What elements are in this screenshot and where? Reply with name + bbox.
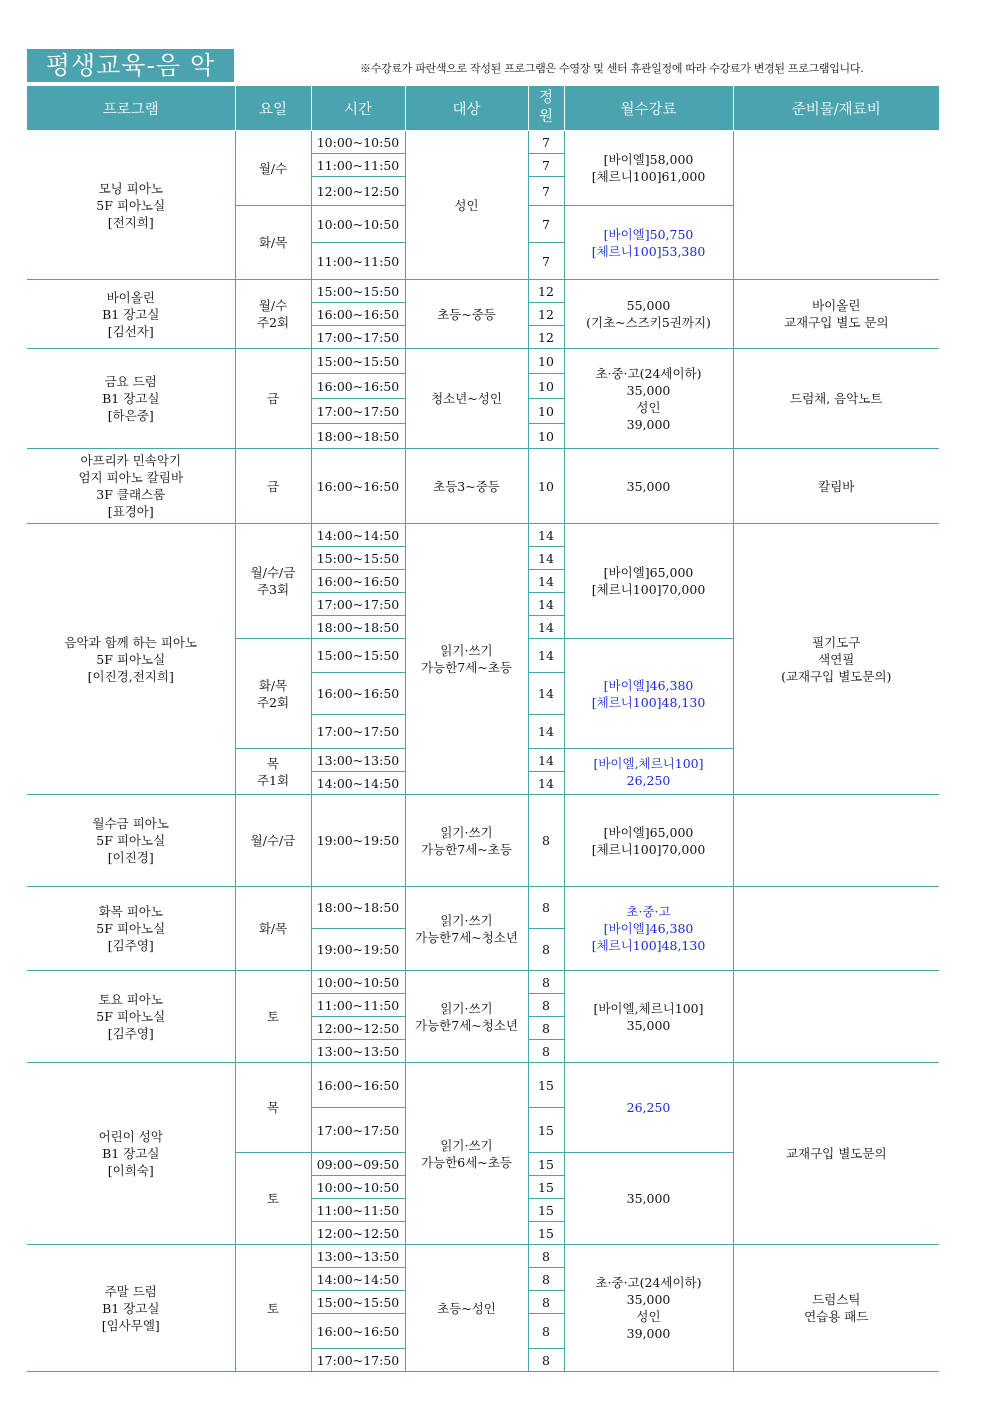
class-days: 월/수/금	[235, 795, 311, 887]
materials: 교재구입 별도문의	[733, 1063, 939, 1245]
class-days: 금	[235, 449, 311, 524]
monthly-fee: [바이엘]65,000 [체르니100]70,000	[564, 795, 733, 887]
header-target: 대상	[405, 86, 528, 131]
class-time: 11:00~11:50	[311, 994, 405, 1017]
table-row	[27, 1063, 939, 1108]
capacity: 7	[528, 177, 564, 206]
target-group: 읽기·쓰기 가능한7세~청소년	[405, 971, 528, 1063]
class-time: 16:00~16:50	[311, 570, 405, 593]
table-row	[27, 1245, 939, 1268]
monthly-fee: 35,000	[564, 449, 733, 524]
program-name: 화목 피아노 5F 피아노실 [김주영]	[27, 887, 235, 971]
capacity: 15	[528, 1222, 564, 1245]
monthly-fee: [바이엘]58,000 [체르니100]61,000	[564, 131, 733, 206]
program-name: 월수금 피아노 5F 피아노실 [이진경]	[27, 795, 235, 887]
class-time: 11:00~11:50	[311, 1199, 405, 1222]
capacity: 10	[528, 374, 564, 399]
program-name: 아프리카 민속악기 엄지 피아노 칼림바 3F 클래스룸 [표경아]	[27, 449, 235, 524]
capacity: 8	[528, 994, 564, 1017]
capacity: 14	[528, 749, 564, 772]
header-capacity: 정 원	[528, 86, 564, 131]
monthly-fee: [바이엘]46,380 [체르니100]48,130	[564, 639, 733, 749]
monthly-fee: 초·중·고(24세이하) 35,000 성인 39,000	[564, 349, 733, 449]
class-time: 10:00~10:50	[311, 971, 405, 994]
class-time: 13:00~13:50	[311, 1245, 405, 1268]
class-time: 12:00~12:50	[311, 1017, 405, 1040]
capacity: 8	[528, 929, 564, 971]
header-days: 요일	[235, 86, 311, 131]
capacity: 14	[528, 639, 564, 673]
monthly-fee: [바이엘,체르니100] 26,250	[564, 749, 733, 795]
materials: 칼림바	[733, 449, 939, 524]
materials: 드럼채, 음악노트	[733, 349, 939, 449]
class-time: 17:00~17:50	[311, 593, 405, 616]
header-time: 시간	[311, 86, 405, 131]
class-time: 15:00~15:50	[311, 280, 405, 303]
class-days: 목 주1회	[235, 749, 311, 795]
class-time: 11:00~11:50	[311, 154, 405, 177]
target-group: 읽기·쓰기 가능한6세~초등	[405, 1063, 528, 1245]
monthly-fee: 초·중·고(24세이하) 35,000 성인 39,000	[564, 1245, 733, 1372]
capacity: 8	[528, 1245, 564, 1268]
class-time: 16:00~16:50	[311, 1314, 405, 1349]
capacity: 15	[528, 1153, 564, 1176]
capacity: 8	[528, 971, 564, 994]
target-group: 초등~성인	[405, 1245, 528, 1372]
monthly-fee: [바이엘]65,000 [체르니100]70,000	[564, 524, 733, 639]
capacity: 8	[528, 1314, 564, 1349]
class-days: 화/목	[235, 887, 311, 971]
program-name: 주말 드럼 B1 장고실 [임사무엘]	[27, 1245, 235, 1372]
capacity: 14	[528, 570, 564, 593]
capacity: 10	[528, 399, 564, 424]
class-time: 13:00~13:50	[311, 749, 405, 772]
class-time: 10:00~10:50	[311, 1176, 405, 1199]
materials: 바이올린 교재구입 별도 문의	[733, 280, 939, 349]
capacity: 8	[528, 1040, 564, 1063]
capacity: 10	[528, 424, 564, 449]
fee-notice: ※수강료가 파란색으로 작성된 프로그램은 수영장 및 센터 휴관일정에 따라 수강료가 변경된 프로그램입니다.	[360, 62, 864, 75]
monthly-fee: 35,000	[564, 1153, 733, 1245]
capacity: 8	[528, 1268, 564, 1291]
capacity: 14	[528, 547, 564, 570]
monthly-fee: [바이엘]50,750 [체르니100]53,380	[564, 206, 733, 280]
table-row	[27, 971, 939, 994]
target-group: 청소년~성인	[405, 349, 528, 449]
class-time: 12:00~12:50	[311, 1222, 405, 1245]
target-group: 읽기·쓰기 가능한7세~초등	[405, 524, 528, 795]
class-time: 09:00~09:50	[311, 1153, 405, 1176]
target-group: 읽기·쓰기 가능한7세~청소년	[405, 887, 528, 971]
schedule-table	[27, 85, 939, 1372]
capacity: 15	[528, 1199, 564, 1222]
class-time: 15:00~15:50	[311, 639, 405, 673]
capacity: 8	[528, 1349, 564, 1372]
capacity: 14	[528, 715, 564, 749]
class-time: 18:00~18:50	[311, 424, 405, 449]
class-time: 14:00~14:50	[311, 772, 405, 795]
class-time: 11:00~11:50	[311, 243, 405, 280]
class-time: 17:00~17:50	[311, 1349, 405, 1372]
program-name: 금요 드럼 B1 장고실 [하은중]	[27, 349, 235, 449]
capacity: 7	[528, 131, 564, 154]
capacity: 12	[528, 280, 564, 303]
class-time: 17:00~17:50	[311, 715, 405, 749]
program-name: 음악과 함께 하는 피아노 5F 피아노실 [이진경,전지희]	[27, 524, 235, 795]
table-row	[27, 349, 939, 374]
class-days: 화/목	[235, 206, 311, 280]
page-title: 평생교육-음 악	[27, 49, 234, 82]
capacity: 7	[528, 243, 564, 280]
capacity: 7	[528, 206, 564, 243]
program-name: 바이올린 B1 장고실 [김선자]	[27, 280, 235, 349]
class-time: 17:00~17:50	[311, 1108, 405, 1153]
class-time: 17:00~17:50	[311, 326, 405, 349]
materials	[733, 887, 939, 971]
program-name: 모닝 피아노 5F 피아노실 [전지희]	[27, 131, 235, 280]
materials	[733, 795, 939, 887]
class-time: 15:00~15:50	[311, 349, 405, 374]
materials: 드럼스틱 연습용 패드	[733, 1245, 939, 1372]
class-days: 금	[235, 349, 311, 449]
class-days: 토	[235, 1245, 311, 1372]
capacity: 15	[528, 1063, 564, 1108]
class-time: 15:00~15:50	[311, 1291, 405, 1314]
program-name: 토요 피아노 5F 피아노실 [김주영]	[27, 971, 235, 1063]
header-materials: 준비물/재료비	[733, 86, 939, 131]
class-time: 16:00~16:50	[311, 449, 405, 524]
class-time: 17:00~17:50	[311, 399, 405, 424]
class-days: 월/수 주2회	[235, 280, 311, 349]
materials: 필기도구 색연필 (교재구입 별도문의)	[733, 524, 939, 795]
capacity: 14	[528, 593, 564, 616]
target-group: 초등3~중등	[405, 449, 528, 524]
target-group: 읽기·쓰기 가능한7세~초등	[405, 795, 528, 887]
monthly-fee: 초·중·고 [바이엘]46,380 [체르니100]48,130	[564, 887, 733, 971]
class-time: 16:00~16:50	[311, 374, 405, 399]
class-time: 19:00~19:50	[311, 795, 405, 887]
schedule-body	[27, 131, 939, 1372]
class-time: 18:00~18:50	[311, 887, 405, 929]
target-group: 성인	[405, 131, 528, 280]
class-time: 19:00~19:50	[311, 929, 405, 971]
table-row	[27, 449, 939, 524]
class-time: 10:00~10:50	[311, 206, 405, 243]
class-time: 18:00~18:50	[311, 616, 405, 639]
class-time: 13:00~13:50	[311, 1040, 405, 1063]
table-row	[27, 795, 939, 887]
header-row	[27, 86, 939, 131]
class-days: 월/수/금 주3회	[235, 524, 311, 639]
monthly-fee: [바이엘,체르니100] 35,000	[564, 971, 733, 1063]
class-days: 토	[235, 1153, 311, 1245]
capacity: 7	[528, 154, 564, 177]
capacity: 15	[528, 1108, 564, 1153]
capacity: 8	[528, 795, 564, 887]
monthly-fee: 26,250	[564, 1063, 733, 1153]
capacity: 12	[528, 326, 564, 349]
class-time: 14:00~14:50	[311, 1268, 405, 1291]
capacity: 8	[528, 887, 564, 929]
capacity: 15	[528, 1176, 564, 1199]
class-time: 16:00~16:50	[311, 1063, 405, 1108]
class-time: 10:00~10:50	[311, 131, 405, 154]
capacity: 10	[528, 449, 564, 524]
capacity: 14	[528, 673, 564, 715]
table-row	[27, 887, 939, 929]
materials	[733, 971, 939, 1063]
capacity: 14	[528, 772, 564, 795]
materials	[733, 131, 939, 280]
target-group: 초등~중등	[405, 280, 528, 349]
capacity: 10	[528, 349, 564, 374]
program-name: 어린이 성악 B1 장고실 [이희숙]	[27, 1063, 235, 1245]
class-days: 월/수	[235, 131, 311, 206]
capacity: 8	[528, 1017, 564, 1040]
capacity: 12	[528, 303, 564, 326]
monthly-fee: 55,000 (기초~스즈키5권까지)	[564, 280, 733, 349]
table-row	[27, 131, 939, 154]
class-time: 15:00~15:50	[311, 547, 405, 570]
class-time: 14:00~14:50	[311, 524, 405, 547]
header-fee: 월수강료	[564, 86, 733, 131]
class-days: 목	[235, 1063, 311, 1153]
capacity: 8	[528, 1291, 564, 1314]
table-row	[27, 524, 939, 547]
capacity: 14	[528, 524, 564, 547]
class-time: 16:00~16:50	[311, 303, 405, 326]
table-row	[27, 280, 939, 303]
capacity: 14	[528, 616, 564, 639]
class-time: 16:00~16:50	[311, 673, 405, 715]
class-time: 12:00~12:50	[311, 177, 405, 206]
class-days: 토	[235, 971, 311, 1063]
class-days: 화/목 주2회	[235, 639, 311, 749]
header-program: 프로그램	[27, 86, 235, 131]
